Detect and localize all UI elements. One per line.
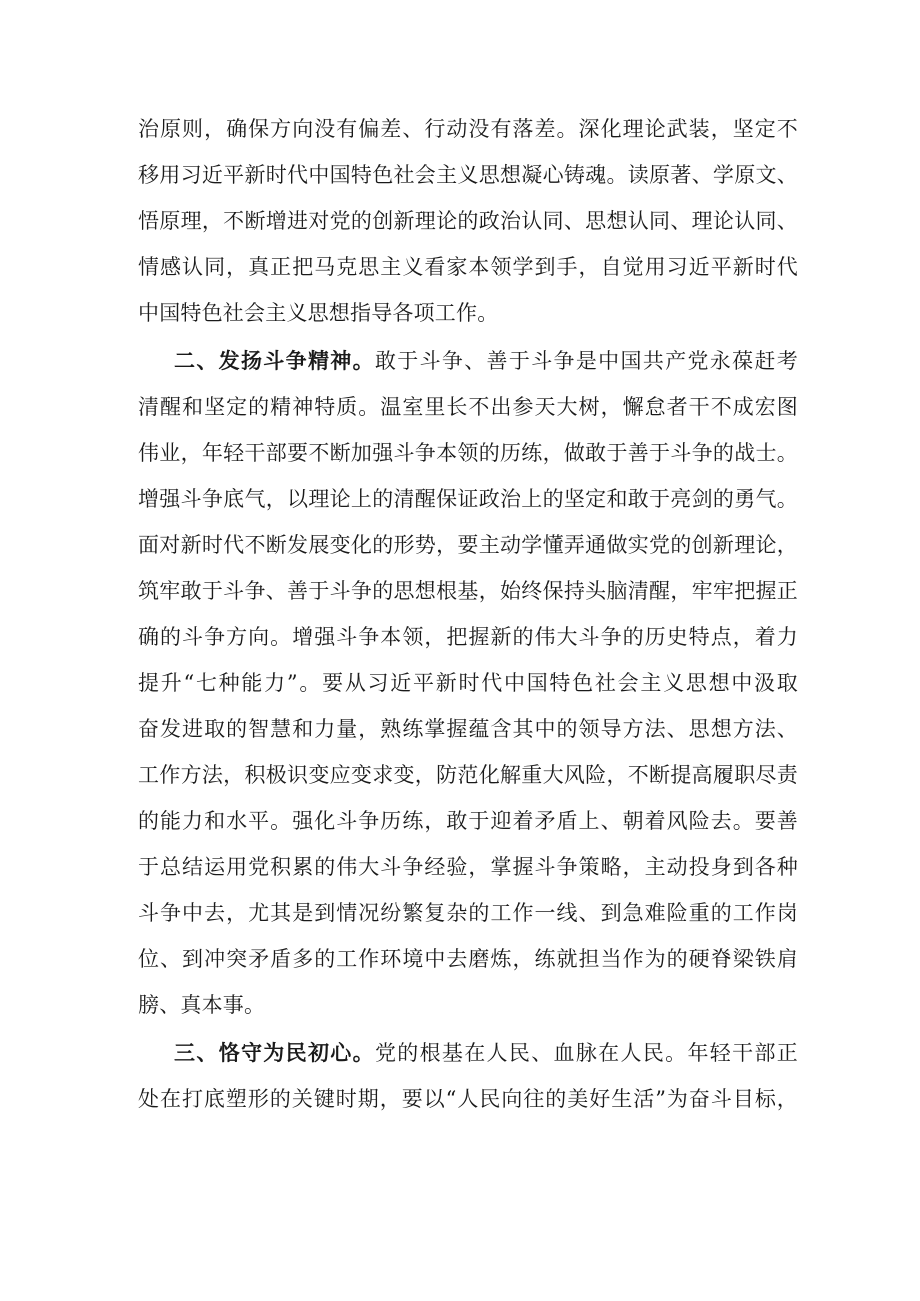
text-line: 情感认同，真正把马克思主义看家本领学到手，自觉用习近平新时代 — [138, 255, 798, 279]
section-heading-line: 三、恪守为民初心。党的根基在人民、血脉在人民。年轻干部正 — [174, 1041, 798, 1065]
text-line: 确的斗争方向。增强斗争本领，把握新的伟大斗争的历史特点，着力 — [138, 625, 798, 649]
text-line: 于总结运用党积累的伟大斗争经验，掌握斗争策略，主动投身到各种 — [138, 855, 798, 879]
text-line: 悟原理，不断增进对党的创新理论的政治认同、思想认同、理论认同、 — [138, 209, 798, 233]
text-line: 中国特色社会主义思想指导各项工作。 — [138, 301, 499, 325]
text-line: 工作方法，积极识变应变求变，防范化解重大风险，不断提高履职尽责 — [138, 763, 798, 787]
text-line: 面对新时代不断发展变化的形势，要主动学懂弄通做实党的创新理论， — [138, 533, 798, 557]
text-line: 清醒和坚定的精神特质。温室里长不出参天大树，懈怠者干不成宏图 — [138, 395, 798, 419]
section-heading: 二、发扬斗争精神。 — [174, 349, 375, 373]
text-line: 处在打底塑形的关键时期，要以“人民向往的美好生活”为奋斗目标， — [138, 1087, 798, 1111]
text-line: 伟业，年轻干部要不断加强斗争本领的历练，做敢于善于斗争的战士。 — [138, 441, 798, 465]
text-line: 治原则，确保方向没有偏差、行动没有落差。深化理论武装，坚定不 — [138, 117, 798, 141]
text-line: 奋发进取的智慧和力量，熟练掌握蕴含其中的领导方法、思想方法、 — [138, 717, 798, 741]
section-heading: 三、恪守为民初心。 — [174, 1041, 375, 1065]
text-line: 位、到冲突矛盾多的工作环境中去磨炼，练就担当作为的硬脊梁铁肩 — [138, 947, 798, 971]
section-heading-line: 二、发扬斗争精神。敢于斗争、善于斗争是中国共产党永葆赶考 — [174, 349, 798, 373]
text-line: 筑牢敢于斗争、善于斗争的思想根基，始终保持头脑清醒，牢牢把握正 — [138, 579, 798, 603]
text-line: 斗争中去，尤其是到情况纷繁复杂的工作一线、到急难险重的工作岗 — [138, 901, 798, 925]
text-line: 的能力和水平。强化斗争历练，敢于迎着矛盾上、朝着风险去。要善 — [138, 809, 798, 833]
text-line: 膀、真本事。 — [138, 993, 266, 1017]
text-line: 增强斗争底气，以理论上的清醒保证政治上的坚定和敢于亮剑的勇气。 — [138, 487, 798, 511]
text-line: 移用习近平新时代中国特色社会主义思想凝心铸魂。读原著、学原文、 — [138, 163, 798, 187]
text-line: 提升“七种能力”。要从习近平新时代中国特色社会主义思想中汲取 — [138, 671, 798, 695]
